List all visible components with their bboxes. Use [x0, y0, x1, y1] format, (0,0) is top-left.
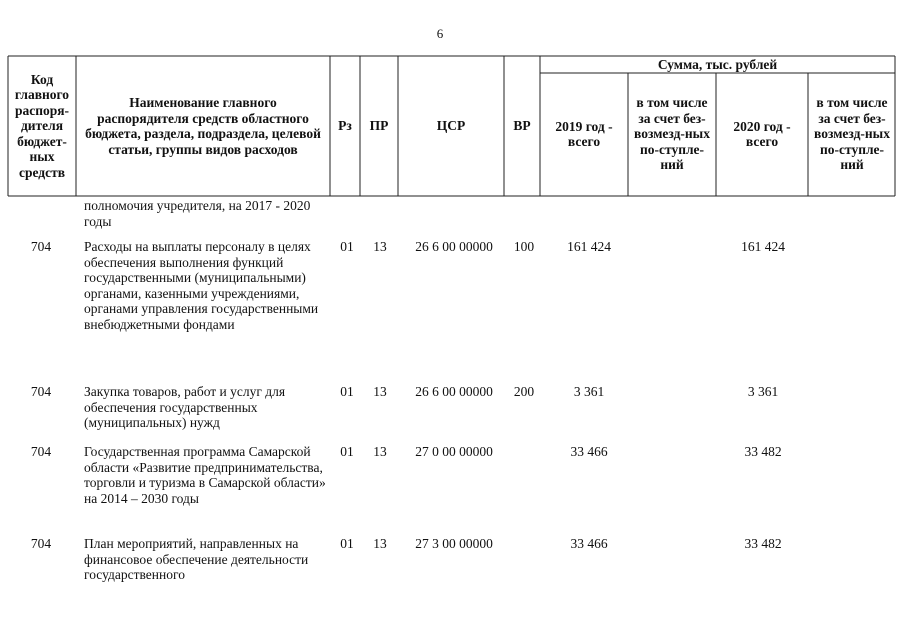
row-sum-2020: 33 482	[744, 444, 782, 459]
row-sum-2020: 3 361	[747, 384, 779, 399]
row-name: Закупка товаров, работ и услуг для обеспечения государственных (муниципальных) нужд	[84, 384, 286, 430]
row-csr: 26 6 00 00000	[415, 384, 493, 399]
header-name: Наименование главного распорядителя средств областного бюджета, раздела, подраздела, целевой статьи, группы видов расходов	[85, 95, 321, 157]
row-sum-2020: 33 482	[744, 536, 782, 551]
row-pr: 13	[373, 536, 387, 551]
row-vr: 200	[513, 384, 535, 399]
row-rz: 01	[340, 444, 354, 459]
row-sum-2019: 33 466	[570, 444, 608, 459]
header-summa: Сумма, тыс. рублей	[657, 57, 778, 73]
row-sum-2019: 33 466	[570, 536, 608, 551]
header-2019-incl: в том числе за счет без-возмезд-ных по-ступле-ний	[634, 95, 710, 173]
header-2020-incl: в том числе за счет без-возмезд-ных по-ступле-ний	[814, 95, 890, 173]
row-sum-2019: 161 424	[567, 239, 611, 254]
header-2020-total: 2020 год - всего	[733, 118, 791, 149]
header-2019-total: 2019 год - всего	[555, 118, 613, 149]
row-pr: 13	[373, 444, 387, 459]
row-kod: 704	[30, 444, 52, 459]
page-number: 6	[436, 26, 444, 41]
row-csr: 27 3 00 00000	[415, 536, 493, 551]
row-sum-2019: 3 361	[573, 384, 605, 399]
row-name: Государственная программа Самарской области «Развитие предпринимательства, торговли и туризма в Самарской области» на 2014 – 2030 годы	[84, 444, 326, 506]
row-rz: 01	[340, 239, 354, 254]
continuation-text: полномочия учредителя, на 2017 - 2020 годы	[84, 198, 311, 229]
row-csr: 26 6 00 00000	[415, 239, 493, 254]
row-rz: 01	[340, 536, 354, 551]
row-kod: 704	[30, 384, 52, 399]
row-pr: 13	[373, 384, 387, 399]
row-pr: 13	[373, 239, 387, 254]
header-vr: ВР	[513, 118, 531, 134]
header-pr: ПР	[369, 118, 389, 134]
row-name: Расходы на выплаты персоналу в целях обеспечения выполнения функций государственными (муниципальными) органами, казенными учреждениями, органами управления государственными внебюджетными фондами	[84, 239, 319, 332]
row-rz: 01	[340, 384, 354, 399]
header-kod: Код главного распоря-дителя бюджет-ных средств	[14, 71, 70, 180]
row-csr: 27 0 00 00000	[415, 444, 493, 459]
row-name: План мероприятий, направленных на финансовое обеспечение деятельности государственного	[84, 536, 309, 582]
row-kod: 704	[30, 536, 52, 551]
row-sum-2020: 161 424	[741, 239, 785, 254]
header-csr: ЦСР	[436, 118, 466, 134]
row-vr: 100	[513, 239, 535, 254]
row-kod: 704	[30, 239, 52, 254]
header-rz: Рз	[338, 118, 352, 134]
